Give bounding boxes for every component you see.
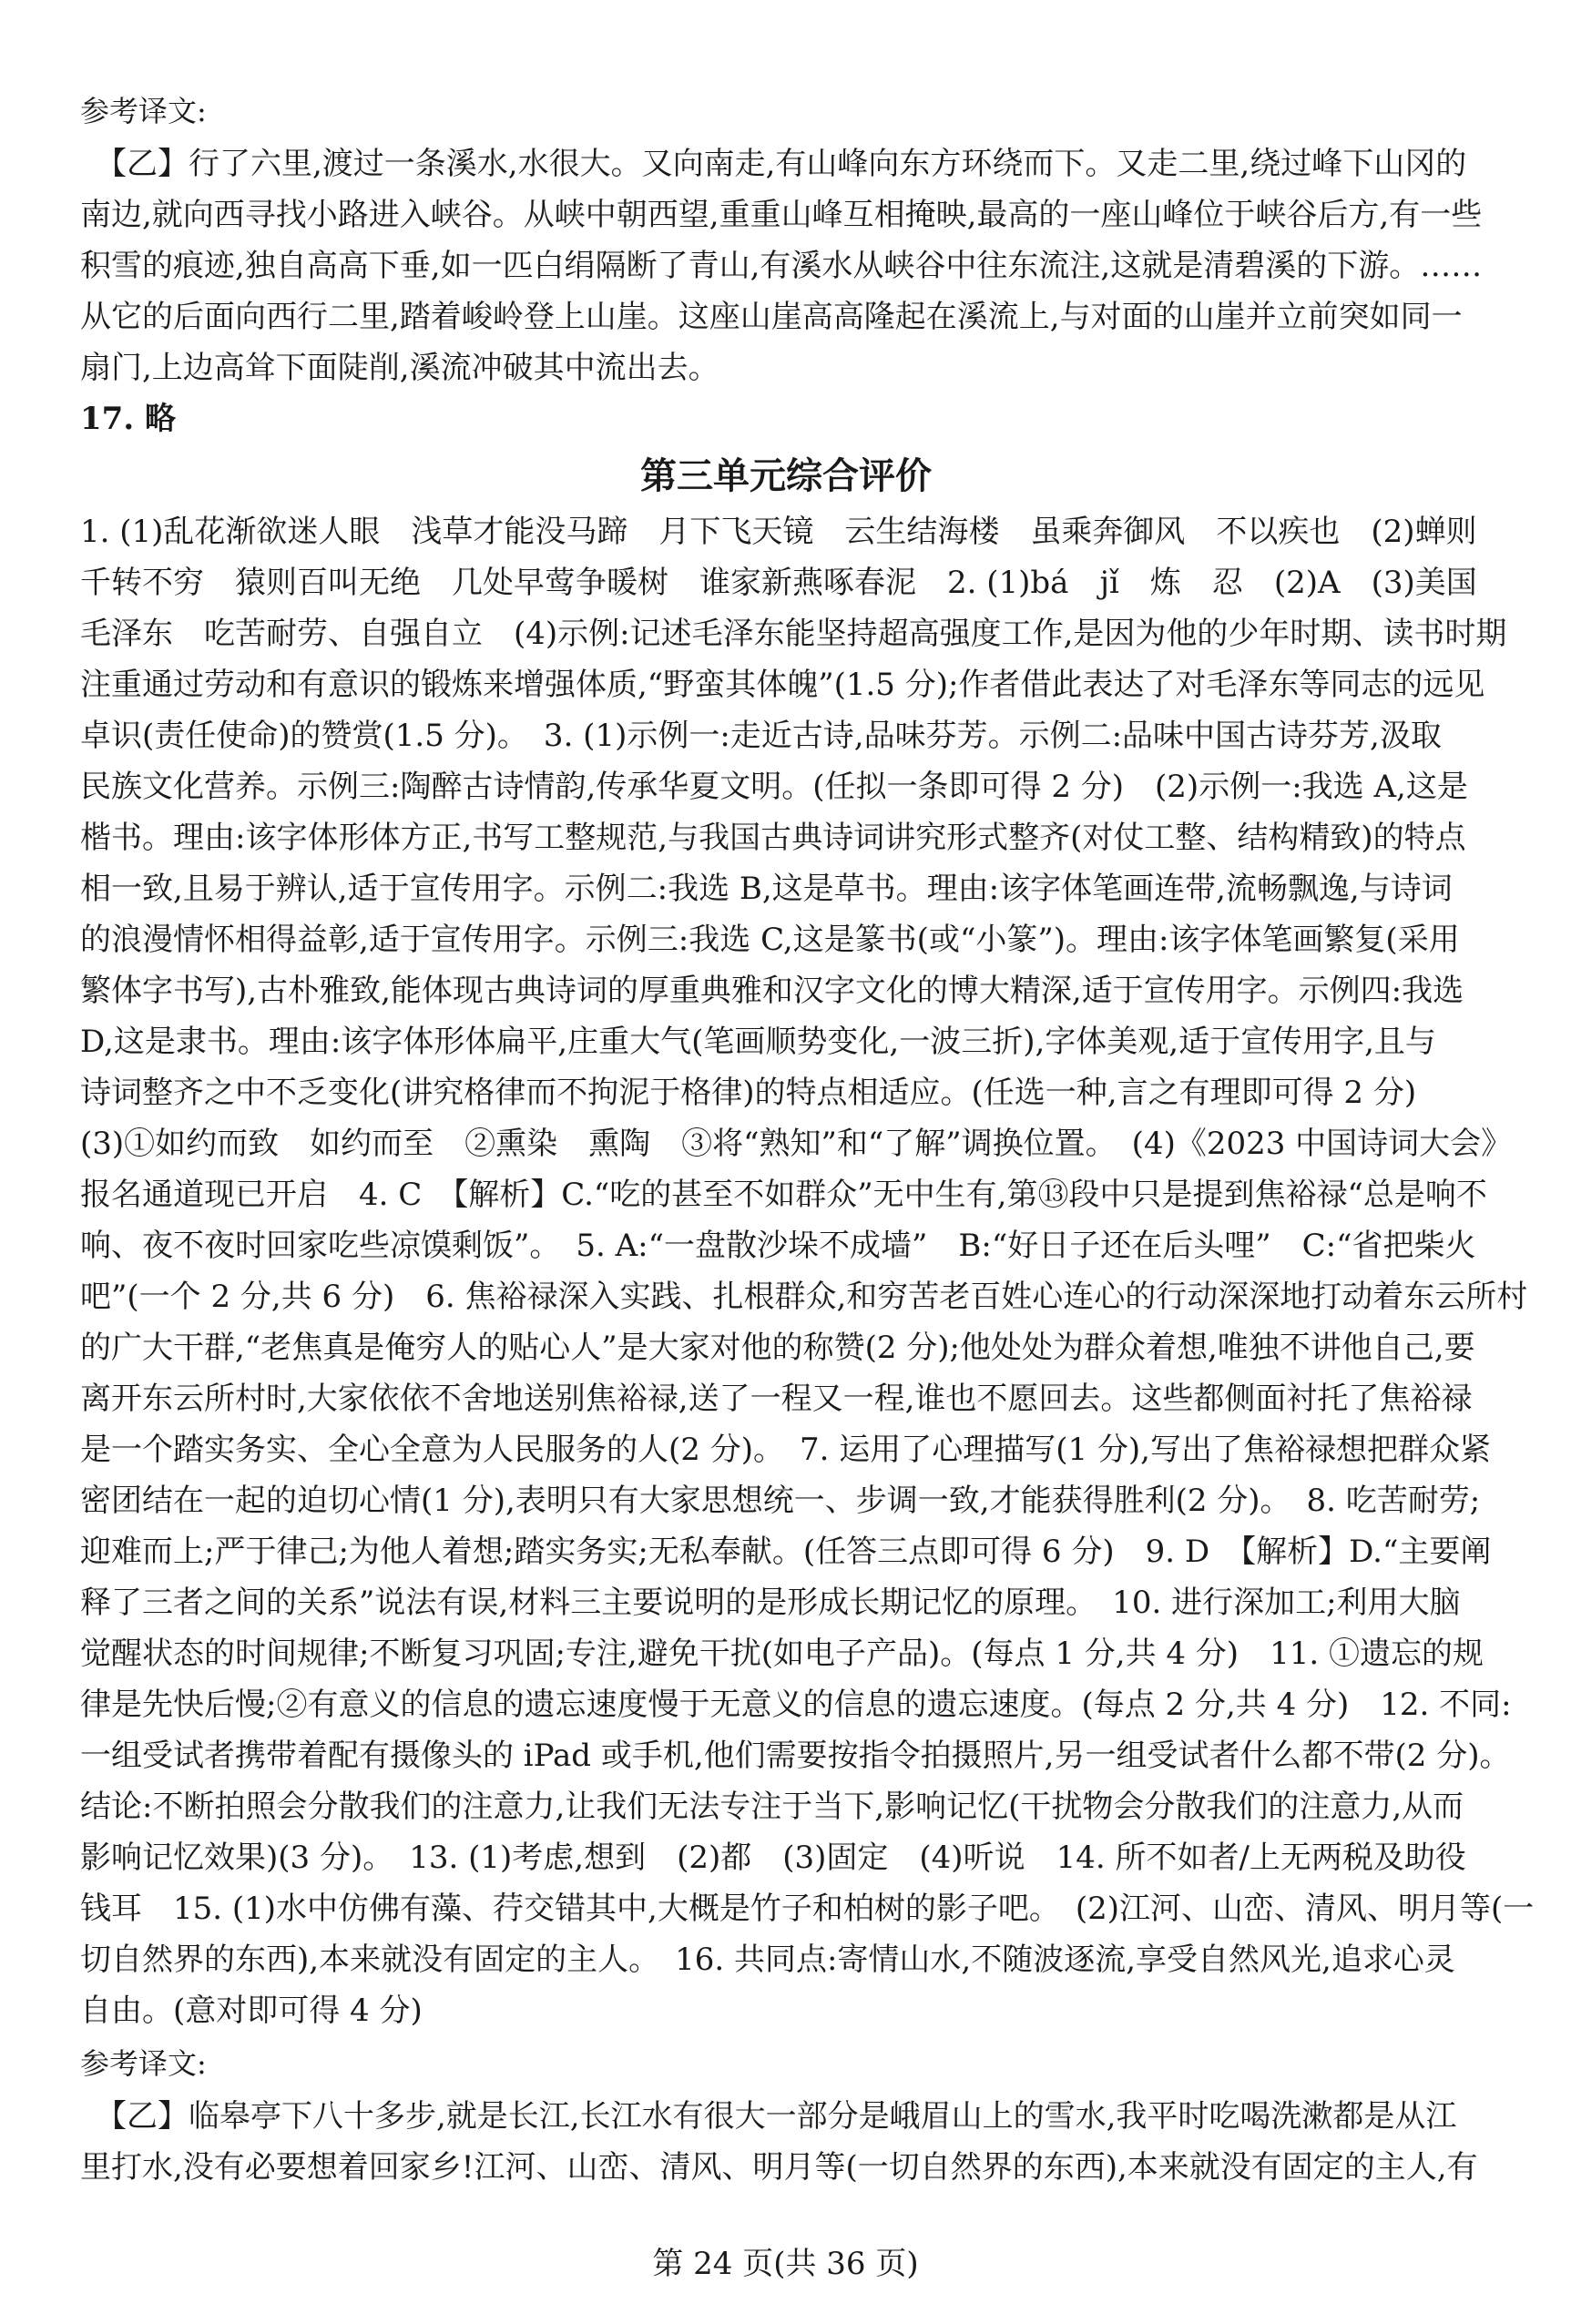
text-line: 的浪漫情怀相得益彰,适于宣传用字。示例三:我选 C,这是篆书(或“小篆”)。理由:该字体笔画繁复(采用 — [80, 922, 1460, 958]
text-line: 钱耳 15. (1)水中仿佛有藻、荇交错其中,大概是竹子和柏树的影子吧。 (2)江河、山峦、清风、明月等(一 — [80, 1891, 1535, 1927]
section-label: 参考译文: — [80, 94, 207, 128]
text-line: 密团结在一起的迫切心情(1 分),表明只有大家思想统一、步调一致,才能获得胜利(2 分)。 8. 吃苦耐劳; — [80, 1483, 1481, 1519]
text-line: 毛泽东 吃苦耐劳、自强自立 (4)示例:记述毛泽东能坚持超高强度工作,是因为他的少年时期、读书时期 — [80, 616, 1507, 652]
translation-section-1 — [80, 84, 1492, 444]
item-17: 17. 略 — [80, 401, 176, 437]
text-line: 注重通过劳动和有意识的锻炼来增强体质,“野蛮其体魄”(1.5 分);作者借此表达了对毛泽东等同志的远见 — [80, 667, 1485, 703]
translation-section-2 — [80, 2036, 1492, 2193]
text-line: 影响记忆效果)(3 分)。 13. (1)考虑,想到 (2)都 (3)固定 (4)听说 14. 所不如者/上无两税及助役 — [80, 1840, 1466, 1876]
text-line: 离开东云所村时,大家依依不舍地送别焦裕禄,送了一程又一程,谁也不愿回去。这些都侧面衬托了焦裕禄 — [80, 1381, 1473, 1417]
text-line: 里打水,没有必要想着回家乡!江河、山峦、清风、明月等(一切自然界的东西),本来就没有固定的主人,有 — [80, 2149, 1478, 2186]
unit-heading: 第三单元综合评价 — [640, 455, 932, 497]
text-line: 诗词整齐之中不乏变化(讲究格律而不拘泥于格律)的特点相适应。(任选一种,言之有理即可得 2 分) — [80, 1075, 1417, 1111]
text-line: 报名通道现已开启 4. C 【解析】C.“吃的甚至不如群众”无中生有,第⑬段中只是提到焦裕禄“总是响不 — [80, 1177, 1487, 1213]
answer-body — [80, 506, 1535, 2036]
text-line: 切自然界的东西),本来就没有固定的主人。 16. 共同点:寄情山水,不随波逐流,享受自然风光,追求心灵 — [80, 1942, 1455, 1978]
text-line: 觉醒状态的时间规律;不断复习巩固;专注,避免干扰(如电子产品)。(每点 1 分,共 4 分) 11. ①遗忘的规 — [80, 1636, 1484, 1672]
text-line: 民族文化营养。示例三:陶醉古诗情韵,传承华夏文明。(任拟一条即可得 2 分) (2)示例一:我选 A,这是 — [80, 769, 1468, 805]
text-line: 千转不穷 猿则百叫无绝 几处早莺争暖树 谁家新燕啄春泥 2. (1)bá jǐ 炼 忍 (2)A (3)美国 — [80, 565, 1477, 601]
page-footer: 第 24 页(共 36 页) — [652, 2246, 919, 2282]
text-line: 结论:不断拍照会分散我们的注意力,让我们无法专注于当下,影响记忆(干扰物会分散我们的注意力,从而 — [80, 1789, 1464, 1825]
text-line: 积雪的痕迹,独自高高下垂,如一匹白绢隔断了青山,有溪水从峡谷中往东流注,这就是清碧溪的下游。…… — [80, 248, 1483, 284]
text-line: 卓识(责任使命)的赞赏(1.5 分)。 3. (1)示例一:走近古诗,品味芬芳。示例二:品味中国古诗芬芳,汲取 — [80, 718, 1442, 754]
text-line: 吧”(一个 2 分,共 6 分) 6. 焦裕禄深入实践、扎根群众,和穷苦老百姓心连心的行动深深地打动着东云所村 — [80, 1279, 1528, 1315]
text-line: 相一致,且易于辨认,适于宣传用字。示例二:我选 B,这是草书。理由:该字体笔画连带,流畅飘逸,与诗词 — [80, 871, 1453, 907]
text-line: 南边,就向西寻找小路进入峡谷。从峡中朝西望,重重山峰互相掩映,最高的一座山峰位于峡谷后方,有一些 — [80, 197, 1483, 233]
text-line: 的广大干群,“老焦真是俺穷人的贴心人”是大家对他的称赞(2 分);他处处为群众着想,唯独不讲他自己,要 — [80, 1330, 1475, 1366]
text-line: 【乙】临皋亭下八十多步,就是长江,长江水有很大一部分是峨眉山上的雪水,我平时吃喝洗漱都是从江 — [80, 2098, 1457, 2135]
section-label: 参考译文: — [80, 2046, 207, 2081]
text-line: 迎难而上;严于律己;为他人着想;踏实务实;无私奉献。(任答三点即可得 6 分) 9. D 【解析】D.“主要阐 — [80, 1534, 1492, 1570]
text-line: 律是先快后慢;②有意义的信息的遗忘速度慢于无意义的信息的遗忘速度。(每点 2 分,共 4 分) 12. 不同: — [80, 1687, 1512, 1723]
text-line: 是一个踏实务实、全心全意为人民服务的人(2 分)。 7. 运用了心理描写(1 分),写出了焦裕禄想把群众紧 — [80, 1432, 1491, 1468]
text-line: 一组受试者携带着配有摄像头的 iPad 或手机,他们需要按指令拍摄照片,另一组受试者什么都不带(2 分)。 — [80, 1738, 1511, 1774]
text-line: 扇门,上边高耸下面陡削,溪流冲破其中流出去。 — [80, 350, 719, 386]
text-line: 楷书。理由:该字体形体方正,书写工整规范,与我国古典诗词讲究形式整齐(对仗工整、结构精致)的特点 — [80, 820, 1466, 856]
text-line: 从它的后面向西行二里,踏着峻岭登上山崖。这座山崖高高隆起在溪流上,与对面的山崖并立前突如同一 — [80, 299, 1463, 335]
document-page — [80, 84, 1535, 2193]
text-line: (3)①如约而致 如约而至 ②熏染 熏陶 ③将“熟知”和“了解”调换位置。 (4)《2023 中国诗词大会》 — [80, 1126, 1513, 1162]
text-line: D,这是隶书。理由:该字体形体扁平,庄重大气(笔画顺势变化,一波三折),字体美观,适于宣传用字,且与 — [80, 1024, 1436, 1060]
text-line: 1. (1)乱花渐欲迷人眼 浅草才能没马蹄 月下飞天镜 云生结海楼 虽乘奔御风 不以疾也 (2)蝉则 — [80, 514, 1477, 550]
text-line: 响、夜不夜时回家吃些凉馍剩饭”。 5. A:“一盘散沙垛不成墙” B:“好日子还在后头哩” C:“省把柴火 — [80, 1228, 1476, 1264]
text-line: 繁体字书写),古朴雅致,能体现古典诗词的厚重典雅和汉字文化的博大精深,适于宣传用字。示例四:我选 — [80, 973, 1464, 1009]
text-line: 【乙】行了六里,渡过一条溪水,水很大。又向南走,有山峰向东方环绕而下。又走二里,绕过峰下山冈的 — [80, 146, 1467, 182]
text-line: 释了三者之间的关系”说法有误,材料三主要说明的是形成长期记忆的原理。 10. 进行深加工;利用大脑 — [80, 1585, 1461, 1621]
text-line: 自由。(意对即可得 4 分) — [80, 1993, 423, 2029]
